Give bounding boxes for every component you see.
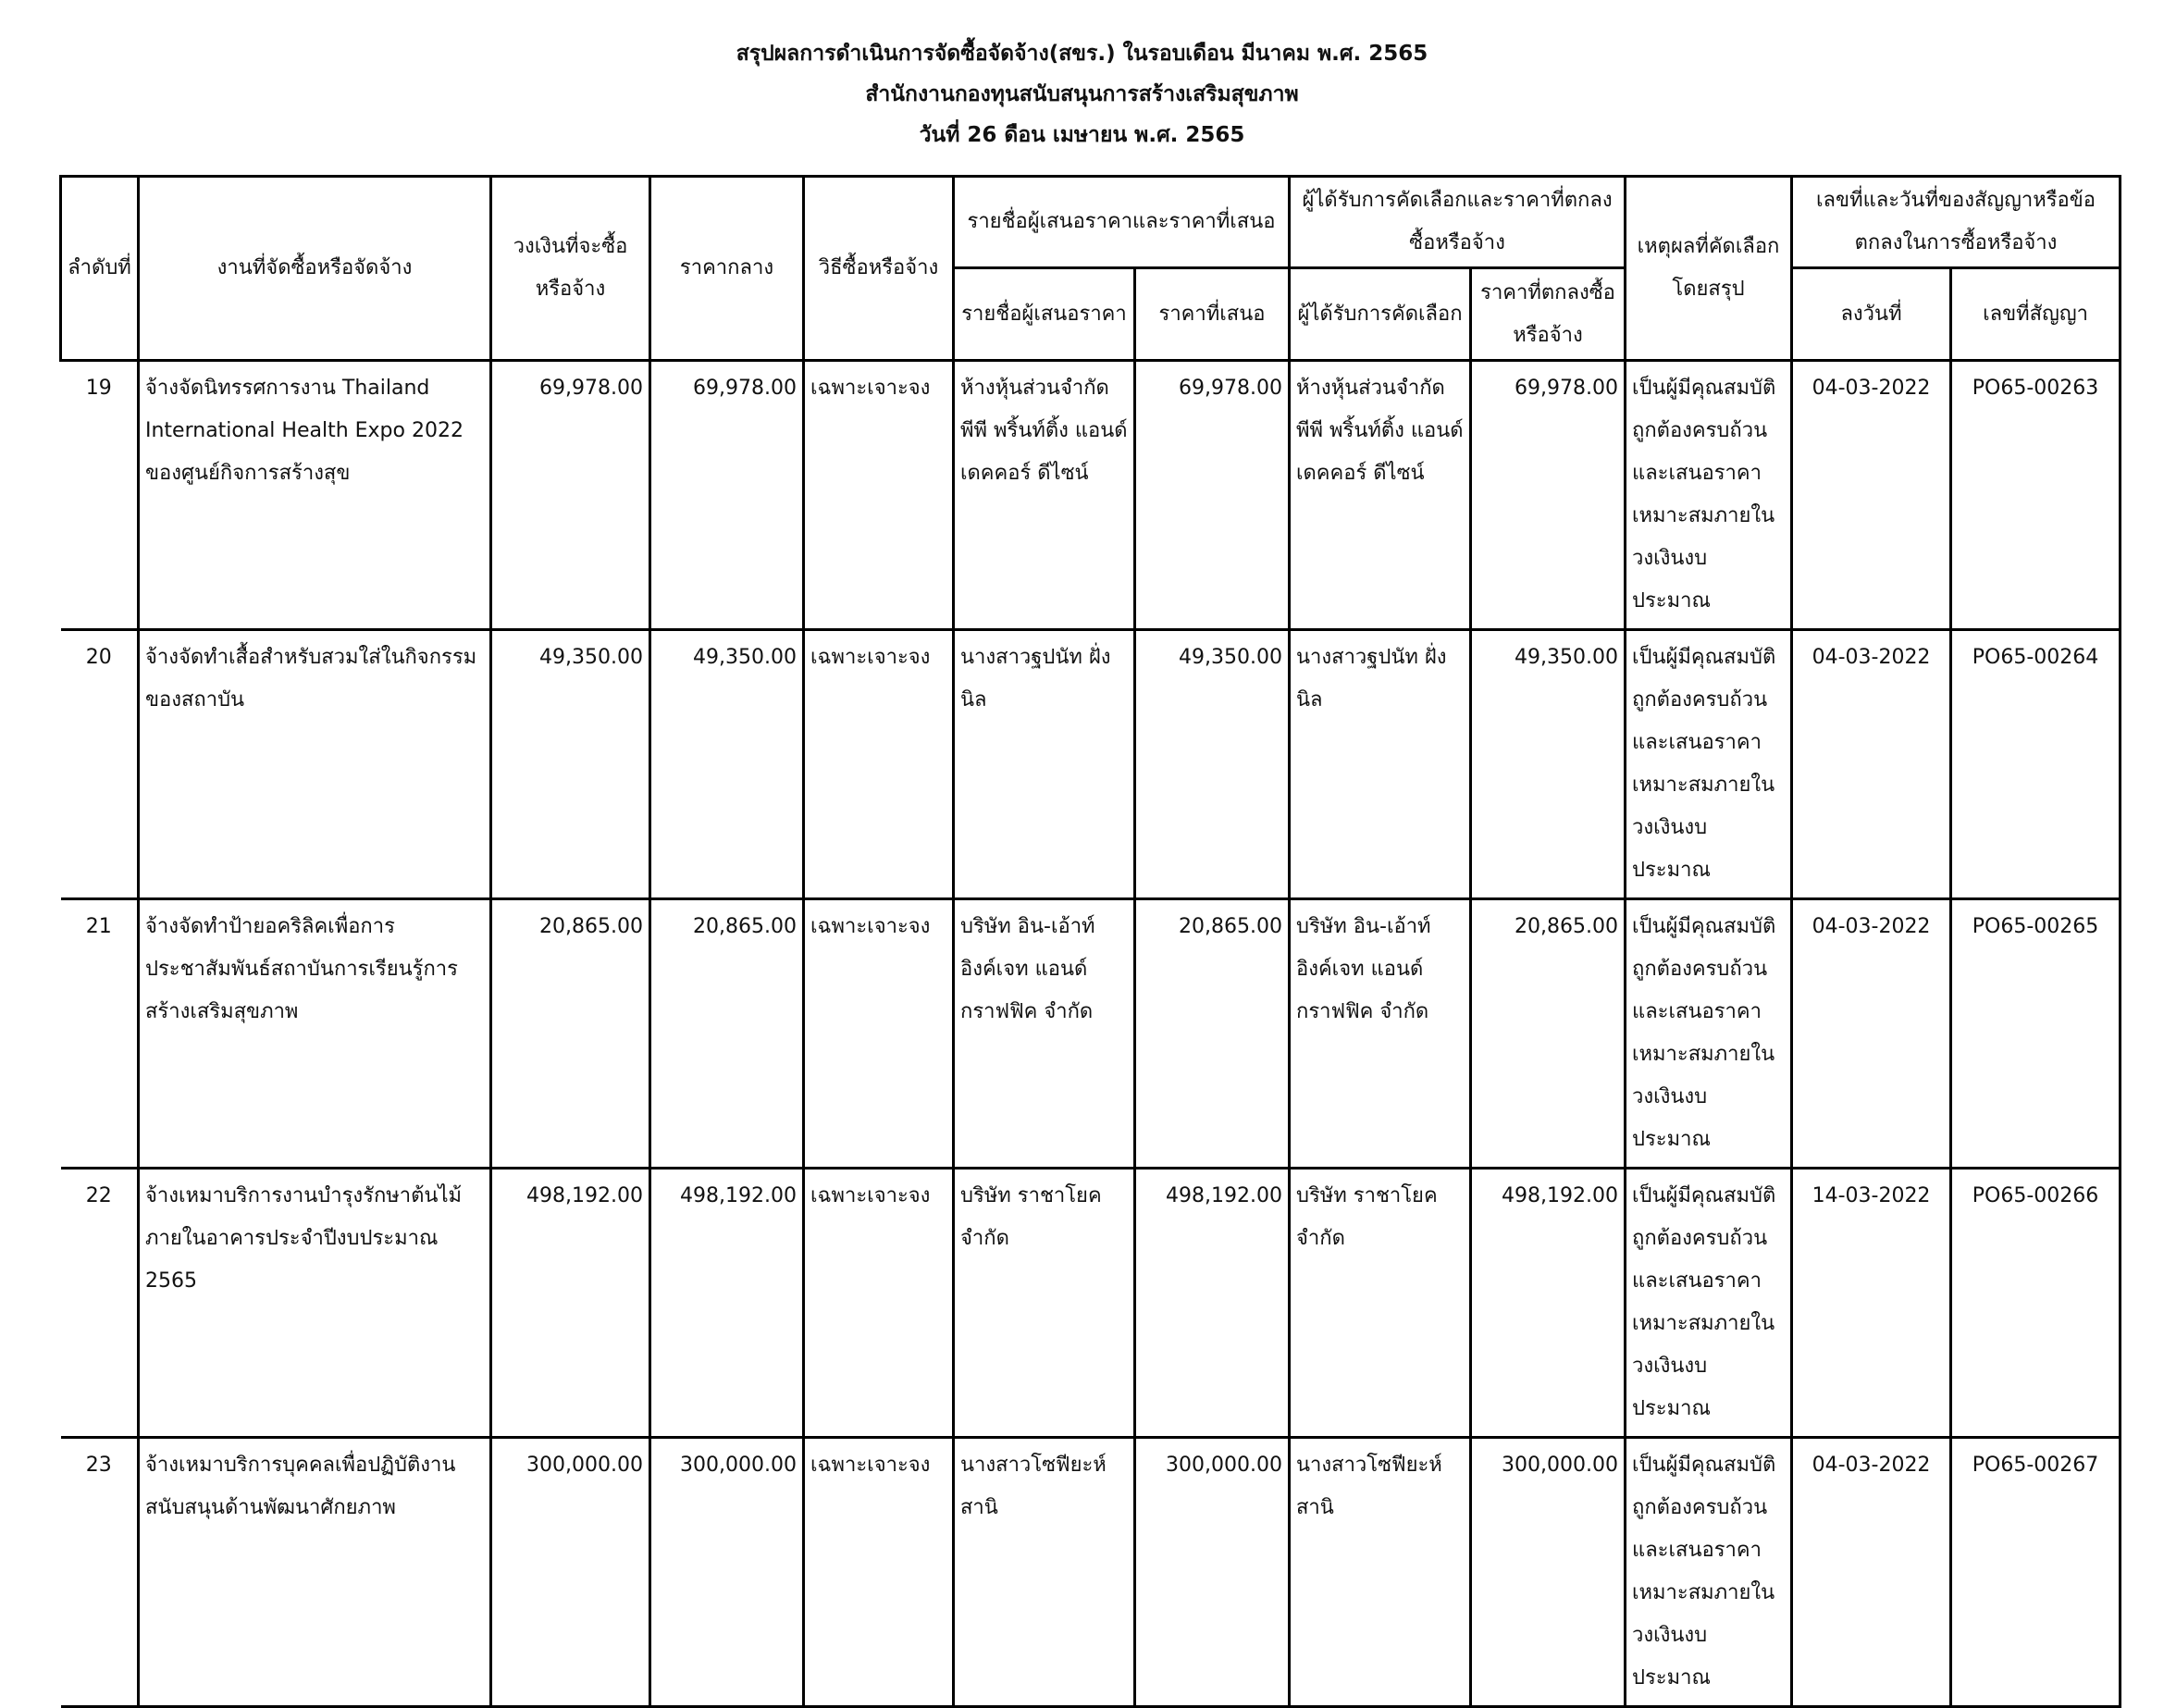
cell-contract-date: 14-03-2022 <box>1792 1169 1951 1438</box>
cell-median-price: 69,978.00 <box>650 361 804 630</box>
cell-selected: บริษัท อิน-เอ้าท์ อิงค์เจท แอนด์ กราฟฟิค จำกัด <box>1290 899 1471 1169</box>
cell-reason: เป็นผู้มีคุณสมบัติถูกต้องครบถ้วน และเสนอราคา เหมาะสมภายใน วงเงินงบประมาณ <box>1626 1169 1792 1438</box>
cell-contract-date: 04-03-2022 <box>1792 899 1951 1169</box>
cell-budget: 498,192.00 <box>491 1169 650 1438</box>
cell-agreed-price: 300,000.00 <box>1471 1438 1626 1707</box>
cell-median-price: 300,000.00 <box>650 1438 804 1707</box>
table-row <box>61 361 2121 630</box>
header-contract-no: เลขที่สัญญา <box>1951 268 2121 361</box>
cell-work: จ้างจัดทำเสื้อสำหรับสวมใส่ในกิจกรรมของสถาบัน <box>139 630 491 899</box>
cell-method: เฉพาะเจาะจง <box>804 1169 954 1438</box>
cell-method: เฉพาะเจาะจง <box>804 1438 954 1707</box>
cell-selected: บริษัท ราชาโยค จำกัด <box>1290 1169 1471 1438</box>
cell-reason: เป็นผู้มีคุณสมบัติถูกต้องครบถ้วน และเสนอราคา เหมาะสมภายใน วงเงินงบประมาณ <box>1626 899 1792 1169</box>
cell-work: จ้างเหมาบริการบุคคลเพื่อปฏิบัติงานสนับสนุนด้านพัฒนาศักยภาพ <box>139 1438 491 1707</box>
header-contract-date: ลงวันที่ <box>1792 268 1951 361</box>
header-seq: ลำดับที่ <box>61 177 139 361</box>
cell-selected: นางสาวโซฟียะห์ สานิ <box>1290 1438 1471 1707</box>
cell-bid-price: 69,978.00 <box>1135 361 1290 630</box>
table-row <box>61 630 2121 899</box>
cell-median-price: 498,192.00 <box>650 1169 804 1438</box>
header-agreed-price: ราคาที่ตกลงซื้อหรือจ้าง <box>1471 268 1626 361</box>
header-selected-group: ผู้ได้รับการคัดเลือกและราคาที่ตกลงซื้อหรือจ้าง <box>1290 177 1626 268</box>
document-date: วันที่ 26 ดือน เมษายน พ.ศ. 2565 <box>919 123 1245 147</box>
cell-median-price: 49,350.00 <box>650 630 804 899</box>
table-row <box>61 1438 2121 1707</box>
header-contract-group: เลขที่และวันที่ของสัญญาหรือข้อตกลงในการซื้อหรือจ้าง <box>1792 177 2121 268</box>
cell-agreed-price: 49,350.00 <box>1471 630 1626 899</box>
cell-agreed-price: 20,865.00 <box>1471 899 1626 1169</box>
cell-bid-price: 300,000.00 <box>1135 1438 1290 1707</box>
cell-bidder: ห้างหุ้นส่วนจำกัด พีพี พริ้นท์ติ้ง แอนด์ เดคคอร์ ดีไซน์ <box>954 361 1135 630</box>
cell-budget: 49,350.00 <box>491 630 650 899</box>
cell-contract-date: 04-03-2022 <box>1792 1438 1951 1707</box>
cell-reason: เป็นผู้มีคุณสมบัติถูกต้องครบถ้วน และเสนอราคา เหมาะสมภายใน วงเงินงบประมาณ <box>1626 630 1792 899</box>
header-median-price: ราคากลาง <box>650 177 804 361</box>
cell-contract-date: 04-03-2022 <box>1792 361 1951 630</box>
cell-work: จ้างเหมาบริการงานบำรุงรักษาต้นไม้ภายในอาคารประจำปีงบประมาณ 2565 <box>139 1169 491 1438</box>
header-budget: วงเงินที่จะซื้อหรือจ้าง <box>491 177 650 361</box>
organization-name: สำนักงานกองทุนสนับสนุนการสร้างเสริมสุขภาพ <box>865 82 1299 106</box>
cell-work: จ้างจัดนิทรรศการงาน Thailand International Health Expo 2022 ของศูนย์กิจการสร้างสุข <box>139 361 491 630</box>
procurement-table <box>59 175 2121 1708</box>
table-row <box>61 899 2121 1169</box>
cell-seq: 20 <box>61 630 139 899</box>
cell-median-price: 20,865.00 <box>650 899 804 1169</box>
cell-budget: 20,865.00 <box>491 899 650 1169</box>
cell-bidder: บริษัท อิน-เอ้าท์ อิงค์เจท แอนด์ กราฟฟิค จำกัด <box>954 899 1135 1169</box>
cell-budget: 300,000.00 <box>491 1438 650 1707</box>
cell-budget: 69,978.00 <box>491 361 650 630</box>
header-selected-name: ผู้ได้รับการคัดเลือก <box>1290 268 1471 361</box>
cell-bid-price: 49,350.00 <box>1135 630 1290 899</box>
cell-agreed-price: 69,978.00 <box>1471 361 1626 630</box>
header-row-top <box>61 177 2121 268</box>
header-method: วิธีซื้อหรือจ้าง <box>804 177 954 361</box>
cell-seq: 23 <box>61 1438 139 1707</box>
cell-bid-price: 498,192.00 <box>1135 1169 1290 1438</box>
cell-method: เฉพาะเจาะจง <box>804 361 954 630</box>
cell-selected: นางสาวฐปนัท ฝั่งนิล <box>1290 630 1471 899</box>
cell-reason: เป็นผู้มีคุณสมบัติถูกต้องครบถ้วน และเสนอราคา เหมาะสมภายใน วงเงินงบประมาณ <box>1626 361 1792 630</box>
cell-seq: 19 <box>61 361 139 630</box>
cell-bidder: นางสาวโซฟียะห์ สานิ <box>954 1438 1135 1707</box>
cell-selected: ห้างหุ้นส่วนจำกัด พีพี พริ้นท์ติ้ง แอนด์ เดคคอร์ ดีไซน์ <box>1290 361 1471 630</box>
header-work: งานที่จัดซื้อหรือจัดจ้าง <box>139 177 491 361</box>
document-header <box>0 33 2164 155</box>
document-title: สรุปผลการดำเนินการจัดซื้อจัดจ้าง(สขร.) ในรอบเดือน มีนาคม พ.ศ. 2565 <box>736 42 1428 66</box>
header-bidders-group: รายชื่อผู้เสนอราคาและราคาที่เสนอ <box>954 177 1290 268</box>
cell-contract-date: 04-03-2022 <box>1792 630 1951 899</box>
cell-seq: 22 <box>61 1169 139 1438</box>
cell-work: จ้างจัดทำป้ายอคริลิคเพื่อการประชาสัมพันธ์สถาบันการเรียนรู้การสร้างเสริมสุขภาพ <box>139 899 491 1169</box>
cell-bidder: นางสาวฐปนัท ฝั่งนิล <box>954 630 1135 899</box>
cell-seq: 21 <box>61 899 139 1169</box>
cell-bid-price: 20,865.00 <box>1135 899 1290 1169</box>
header-bidder-name: รายชื่อผู้เสนอราคา <box>954 268 1135 361</box>
cell-contract-no: PO65-00266 <box>1951 1169 2121 1438</box>
cell-bidder: บริษัท ราชาโยค จำกัด <box>954 1169 1135 1438</box>
table-row <box>61 1169 2121 1438</box>
header-reason: เหตุผลที่คัดเลือกโดยสรุป <box>1626 177 1792 361</box>
header-bid-price: ราคาที่เสนอ <box>1135 268 1290 361</box>
cell-contract-no: PO65-00264 <box>1951 630 2121 899</box>
cell-contract-no: PO65-00265 <box>1951 899 2121 1169</box>
cell-method: เฉพาะเจาะจง <box>804 899 954 1169</box>
cell-method: เฉพาะเจาะจง <box>804 630 954 899</box>
cell-contract-no: PO65-00263 <box>1951 361 2121 630</box>
cell-reason: เป็นผู้มีคุณสมบัติถูกต้องครบถ้วน และเสนอราคา เหมาะสมภายใน วงเงินงบประมาณ <box>1626 1438 1792 1707</box>
cell-agreed-price: 498,192.00 <box>1471 1169 1626 1438</box>
cell-contract-no: PO65-00267 <box>1951 1438 2121 1707</box>
